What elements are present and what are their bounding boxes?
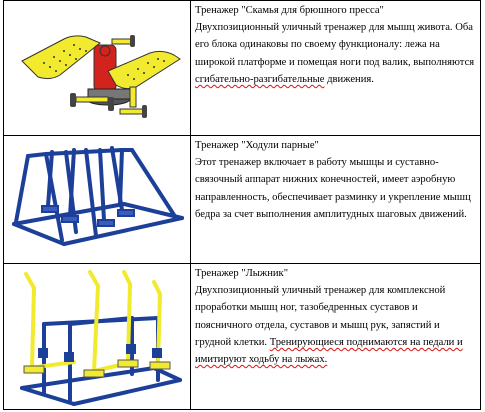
table-row bbox=[4, 136, 481, 264]
table-row bbox=[4, 1, 481, 136]
image-cell bbox=[4, 264, 191, 410]
table-row bbox=[4, 264, 481, 410]
description-text: Двухпозиционный уличный тренажер для комплексной проработки мышц ног, тазобедренных суставов и поясничного отдела, суставов и мышц рук, запястий и грудной клетки. bbox=[195, 285, 446, 348]
equipment-title: Тренажер "Ходули парные" bbox=[195, 140, 319, 151]
ab-bench-equipment-icon bbox=[4, 1, 190, 136]
description-text-end: движения. bbox=[324, 73, 374, 85]
equipment-description bbox=[195, 19, 476, 88]
image-cell bbox=[4, 136, 191, 264]
equipment-description bbox=[195, 282, 476, 368]
equipment-title: Тренажер "Скамья для брюшного пресса" bbox=[195, 5, 384, 16]
equipment-description: Этот тренажер включает в работу мышцы и суставно-связочный аппарат нижних конечностей, имеет аэробную направленность, обеспечивает разминку и укрепление мышц бедра за счет выполнения амплитудных шаговых движений. bbox=[195, 157, 471, 220]
spellcheck-sentence: Тренирующиеся поднимаются на педали и имитируют ходьбу на лыжах. bbox=[195, 336, 463, 366]
description-cell bbox=[191, 136, 481, 264]
description-text: Двухпозиционный уличный тренажер для мышц живота. Оба его блока одинаковы по своему функционалу: лежа на широкой платформе и помещая ноги под валик, выполняются bbox=[195, 22, 475, 68]
description-cell bbox=[191, 264, 481, 410]
equipment-table bbox=[3, 0, 481, 410]
stilts-walker-equipment-icon bbox=[4, 136, 190, 264]
equipment-title: Тренажер "Лыжник" bbox=[195, 268, 289, 279]
description-cell bbox=[191, 1, 481, 136]
image-cell bbox=[4, 1, 191, 136]
spellcheck-word: сгибательно-разгибательные bbox=[195, 73, 325, 85]
skier-equipment-icon bbox=[4, 264, 190, 410]
